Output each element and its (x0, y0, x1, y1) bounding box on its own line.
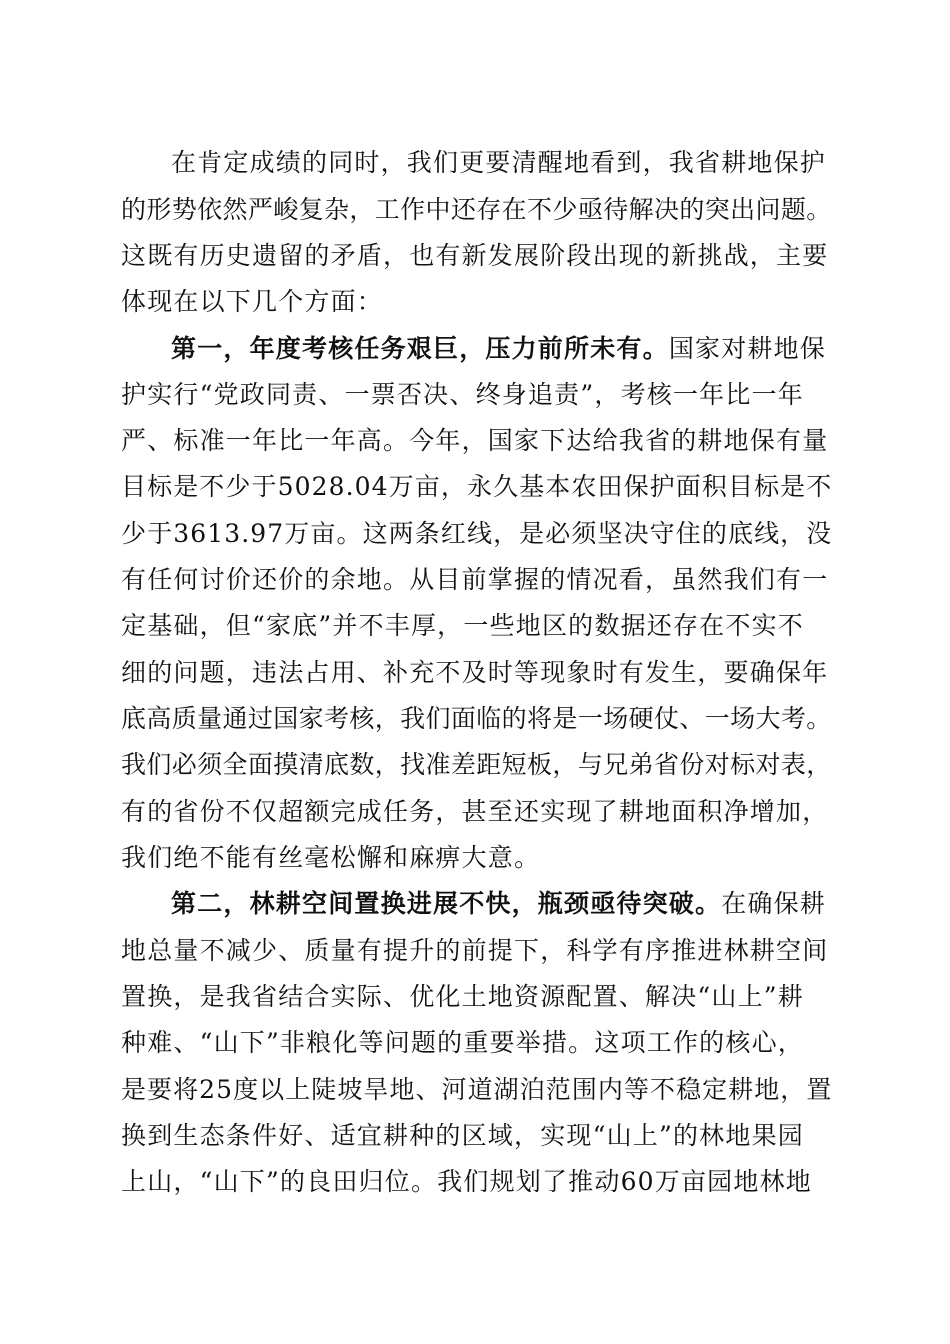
paragraph-heading: 第一，年度考核任务艰巨，压力前所未有。 (171, 334, 669, 363)
text-line: 种难、“山下”非粮化等问题的重要举措。这项工作的核心， (121, 1028, 804, 1057)
paragraph-heading-line (171, 887, 826, 921)
text-line: 换到生态条件好、适宜耕种的区域，实现“山上”的林地果园 (121, 1121, 804, 1150)
text-line: 我们必须全面摸清底数，找准差距短板，与兄弟省份对标对表， (121, 750, 832, 779)
text-line: 体现在以下几个方面： (121, 287, 384, 316)
text-line: 上山，“山下”的良田归位。我们规划了推动60万亩园地林地 (121, 1167, 812, 1196)
text-line: 是要将25度以上陡坡旱地、河道湖泊范围内等不稳定耕地，置 (121, 1075, 833, 1104)
text-line: 在肯定成绩的同时，我们更要清醒地看到，我省耕地保护 (171, 148, 827, 177)
text-line: 目标是不少于5028.04万亩，永久基本农田保护面积目标是不 (121, 472, 833, 501)
text-line: 底高质量通过国家考核，我们面临的将是一场硬仗、一场大考。 (121, 704, 832, 733)
text-line: 有的省份不仅超额完成任务，甚至还实现了耕地面积净增加， (121, 797, 829, 826)
text-line: 置换，是我省结合实际、优化土地资源配置、解决“山上”耕 (121, 982, 804, 1011)
text-line: 护实行“党政同责、一票否决、终身追责”，考核一年比一年 (121, 380, 804, 409)
text-line: 这既有历史遗留的矛盾，也有新发展阶段出现的新挑战，主要 (121, 241, 829, 270)
text-line: 定基础，但“家底”并不丰厚，一些地区的数据还存在不实不 (121, 611, 804, 640)
paragraph-heading-line (171, 332, 826, 366)
text-line: 严、标准一年比一年高。今年，国家下达给我省的耕地保有量 (121, 426, 829, 455)
paragraph-text: 在确保耕 (721, 889, 827, 918)
text-line: 少于3613.97万亩。这两条红线，是必须坚决守住的底线，没 (121, 519, 833, 548)
paragraph-text: 国家对耕地保 (668, 334, 827, 363)
text-line: 细的问题，违法占用、补充不及时等现象时有发生，要确保年 (121, 658, 829, 687)
text-line: 有任何讨价还价的余地。从目前掌握的情况看，虽然我们有一 (121, 565, 829, 594)
paragraph-heading: 第二，林耕空间置换进展不快，瓶颈亟待突破。 (171, 889, 722, 918)
text-line: 的形势依然严峻复杂，工作中还存在不少亟待解决的突出问题。 (121, 195, 832, 224)
text-line: 我们绝不能有丝毫松懈和麻痹大意。 (121, 843, 541, 872)
text-line: 地总量不减少、质量有提升的前提下，科学有序推进林耕空间 (121, 936, 829, 965)
